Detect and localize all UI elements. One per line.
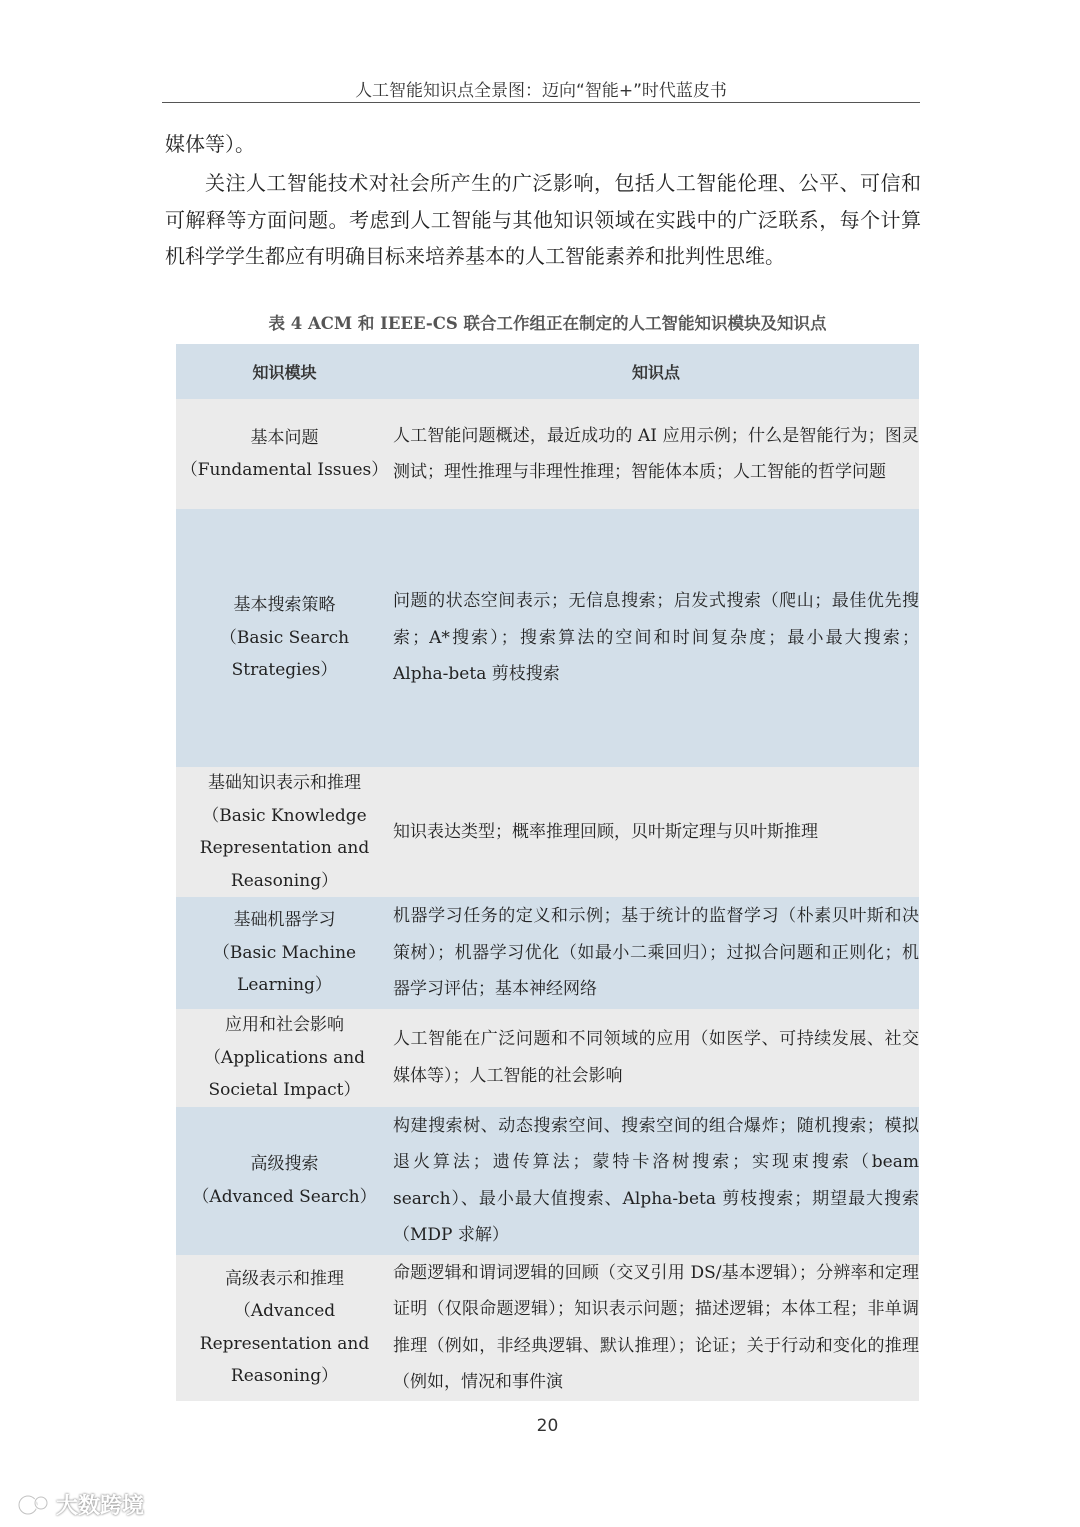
module-cell xyxy=(176,1255,393,1401)
table-row xyxy=(176,897,919,1009)
module-name-en: （Basic Search Strategies） xyxy=(219,627,350,681)
module-cell xyxy=(176,399,393,509)
module-name-en: （Basic Machine Learning） xyxy=(212,942,357,996)
module-name-en: （Basic Knowledge Representation and Reasoning） xyxy=(199,805,370,891)
module-cell xyxy=(176,1107,393,1255)
table-row xyxy=(176,1009,919,1107)
paragraph-ai-literacy: 关注人工智能技术对社会所产生的广泛影响，包括人工智能伦理、公平、可信和可解释等方面问题。考虑到人工智能与其他知识领域在实践中的广泛联系，每个计算机科学学生都应有明确目标来培养基本的人工智能素养和批判性思维。 xyxy=(165,171,921,268)
watermark-logo-icon xyxy=(16,1493,50,1517)
table-header-row xyxy=(176,344,919,399)
table-caption: 表 4 ACM 和 IEEE-CS 联合工作组正在制定的人工智能知识模块及知识点 xyxy=(268,314,827,333)
table-row xyxy=(176,509,919,767)
module-name-zh: 基本搜索策略 xyxy=(233,595,336,616)
table-row xyxy=(176,1107,919,1255)
table-row xyxy=(176,1255,919,1401)
module-name-en: （Applications and Societal Impact） xyxy=(203,1047,366,1100)
table-row xyxy=(176,399,919,509)
module-name-zh: 基本问题 xyxy=(250,427,319,448)
module-cell xyxy=(176,767,393,897)
header-rule xyxy=(162,102,920,103)
module-name-zh: 基础机器学习 xyxy=(233,910,336,931)
header-module: 知识模块 xyxy=(252,363,317,382)
points-cell: 知识表达类型；概率推理回顾，贝叶斯定理与贝叶斯推理 xyxy=(393,821,818,842)
module-name-zh: 高级搜索 xyxy=(250,1154,319,1174)
watermark-text: 大数跨境 xyxy=(56,1494,145,1519)
points-cell: 机器学习任务的定义和示例；基于统计的监督学习（朴素贝叶斯和决策树）；机器学习优化（如最小二乘回归）；过拟合问题和正则化；机器学习评估；基本神经网络 xyxy=(393,906,919,1000)
module-name-en: （Advanced Search） xyxy=(192,1186,377,1207)
points-cell: 人工智能问题概述，最近成功的 AI 应用示例；什么是智能行为；图灵测试；理性推理与非理性推理；智能体本质；人工智能的哲学问题 xyxy=(393,425,919,482)
module-cell xyxy=(176,897,393,1009)
module-name-zh: 基础知识表示和推理 xyxy=(208,773,361,793)
module-cell xyxy=(176,509,393,767)
watermark xyxy=(16,1489,144,1520)
module-cell xyxy=(176,1009,393,1107)
points-cell: 构建搜索树、动态搜索空间、搜索空间的组合爆炸；随机搜索；模拟退火算法；遗传算法；蒙特卡洛树搜索；实现束搜索（beam search）、最小最大值搜索、Alpha-beta 剪枝搜索；期望最大搜索（MDP 求解） xyxy=(393,1115,919,1245)
page-number: 20 xyxy=(536,1416,559,1436)
points-cell: 命题逻辑和谓词逻辑的回顾（交叉引用 DS/基本逻辑）；分辨率和定理证明（仅限命题逻辑）；知识表示问题；描述逻辑；本体工程；非单调推理（例如，非经典逻辑、默认推理）；论证；关于行动和变化的推理（例如，情况和事件演 xyxy=(393,1262,919,1392)
running-head: 人工智能知识点全景图：迈向“智能+”时代蓝皮书 xyxy=(355,81,727,101)
header-points: 知识点 xyxy=(631,363,680,382)
points-cell: 问题的状态空间表示；无信息搜索；启发式搜索（爬山；最佳优先搜索；A*搜索）；搜索算法的空间和时间复杂度；最小最大搜索；Alpha-beta 剪枝搜索 xyxy=(393,591,919,685)
module-name-zh: 应用和社会影响 xyxy=(225,1015,344,1035)
paragraph-continuation: 媒体等）。 xyxy=(165,132,255,156)
table-row xyxy=(176,767,919,897)
module-name-en: （Fundamental Issues） xyxy=(180,460,389,480)
module-name-en: （Advanced Representation and Reasoning） xyxy=(199,1301,370,1386)
knowledge-table xyxy=(176,344,919,1401)
points-cell: 人工智能在广泛问题和不同领域的应用（如医学、可持续发展、社交媒体等）；人工智能的社会影响 xyxy=(393,1029,919,1086)
module-name-zh: 高级表示和推理 xyxy=(225,1268,344,1289)
